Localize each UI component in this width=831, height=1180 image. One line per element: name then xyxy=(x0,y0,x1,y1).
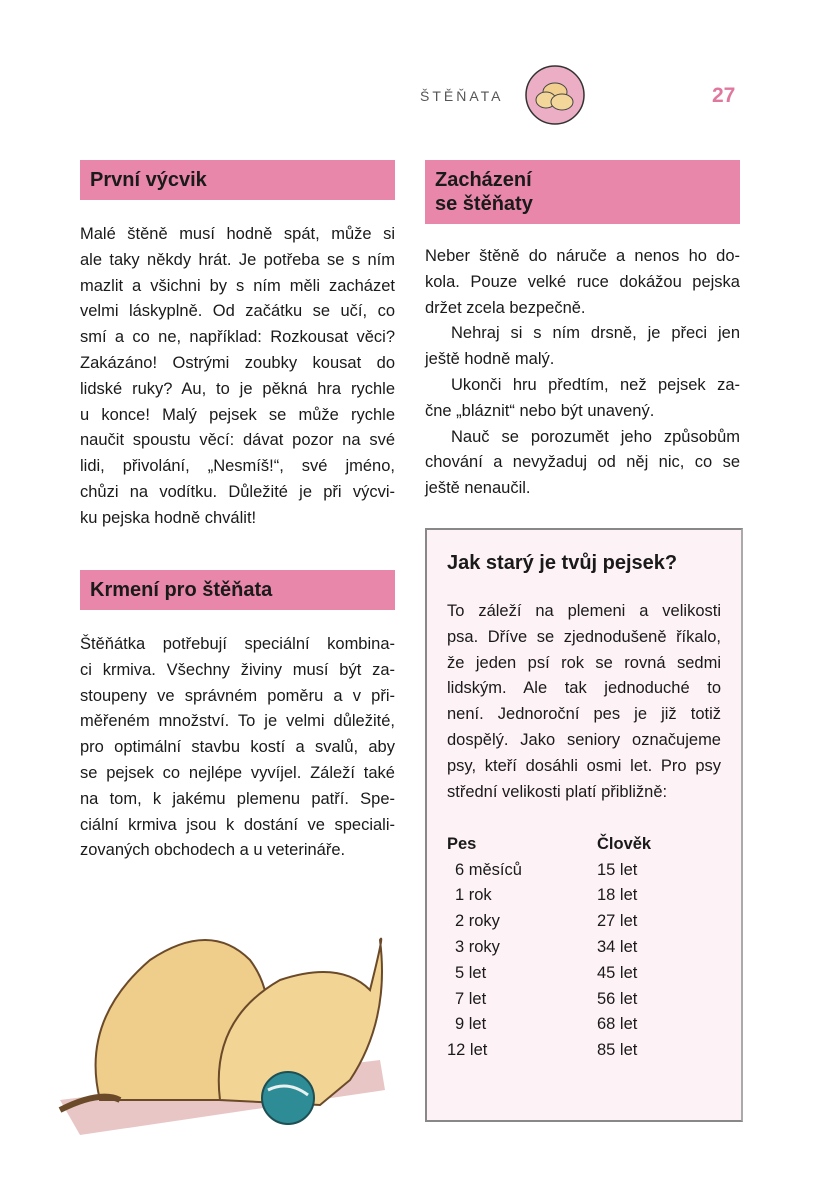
table-cell: 27 let xyxy=(597,912,638,931)
col-header: Pes xyxy=(447,834,477,853)
text-line: Nauč se porozumět jeho způsobům xyxy=(451,427,740,446)
table-row xyxy=(447,986,651,1012)
table-cell: 5 let xyxy=(455,963,487,982)
text-line: pro optimální stavbu kostí a svalů, aby xyxy=(80,738,395,757)
text-line: držet zcela bezpečně. xyxy=(425,298,586,317)
text-line: lidi, přivolání, „Nesmíš!“, své jméno, xyxy=(80,457,395,476)
table-cell: 45 let xyxy=(597,963,638,982)
text-line: Ukonči hru předtím, než pejsek za- xyxy=(451,375,740,394)
text-line: se pejsek co nejlépe vyvíjel. Záleží také xyxy=(80,763,395,782)
table-cell: 15 let xyxy=(597,860,638,879)
info-box xyxy=(425,528,743,1122)
text-line: mazlit a všichni by s ním měli zacházet xyxy=(80,276,395,295)
left-column-2 xyxy=(80,570,395,864)
table-row xyxy=(447,883,651,909)
text-line: To záleží na plemeni a velikosti xyxy=(447,602,721,620)
table-cell: 6 měsíců xyxy=(455,860,522,879)
section-heading: Krmení pro štěňata xyxy=(80,570,395,610)
table-cell: 18 let xyxy=(597,886,638,905)
text-line: není. Jednoroční pes je již totiž xyxy=(447,705,721,724)
table-cell: 12 let xyxy=(447,1041,488,1060)
text-line: Zakázáno! Ostrými zoubky kousat do xyxy=(80,353,395,372)
text-line: lidské ruky? Au, to je pěkná hra rychle xyxy=(80,379,395,398)
table-row xyxy=(447,1012,651,1038)
text-line: Neber štěně do náruče a nenos ho do- xyxy=(425,247,740,265)
table-cell: 3 roky xyxy=(455,937,500,956)
table-cell: 56 let xyxy=(597,989,638,1008)
table-cell: 9 let xyxy=(455,1015,487,1034)
text-line: Malé štěně musí hodně spát, může si xyxy=(80,225,395,243)
text-line: zovaných obchodech a u veterináře. xyxy=(80,841,346,860)
section-heading xyxy=(425,160,740,224)
table-cell: 68 let xyxy=(597,1015,638,1034)
text-line: kola. Pouze velké ruce dokážou pejska xyxy=(425,272,740,291)
text-line: na tom, k jakému plemenu patří. Spe- xyxy=(80,789,395,808)
table-row xyxy=(447,1038,651,1064)
text-line: ještě nenaučil. xyxy=(425,479,531,498)
running-header-title: ŠTĚŇATA xyxy=(420,88,504,104)
text-line: psy, kteří dosáhli osmi let. Pro psy xyxy=(447,756,721,775)
table-cell: 1 rok xyxy=(455,886,492,905)
text-line: smí a co ne, například: Rozkousat věci? xyxy=(80,328,395,347)
text-line: ku pejska hodně chválit! xyxy=(80,508,257,527)
table-row xyxy=(447,960,651,986)
text-line: psa. Dříve se zjednodušeně říkalo, xyxy=(447,627,721,646)
text-line: chování a nevyžaduj od něj nic, co se xyxy=(425,453,740,472)
table-cell: 85 let xyxy=(597,1041,638,1060)
section-body xyxy=(80,632,395,864)
right-column xyxy=(425,160,740,502)
table-row xyxy=(447,857,651,883)
text-line: ciální krmiva jsou k dostání ve speciali- xyxy=(80,815,395,834)
text-line: ale taky někdy hrát. Je potřeba se s ním xyxy=(80,250,395,269)
table-cell: 34 let xyxy=(597,937,638,956)
text-line: Nehraj si s ním drsně, je přeci jen xyxy=(451,324,740,343)
section-body xyxy=(80,222,395,532)
info-box-body xyxy=(447,599,721,805)
text-line: střední velikosti platí přibližně: xyxy=(447,782,668,801)
text-line: ještě hodně malý. xyxy=(425,350,555,369)
text-line: čne „bláznit“ nebo být unavený. xyxy=(425,401,655,420)
text-line: dospělý. Jako seniory označujeme xyxy=(447,730,721,749)
table-row xyxy=(447,935,651,961)
text-line: stoupeny ve správném poměru a v při- xyxy=(80,686,395,705)
text-line: že jeden psí rok se rovná sedmi xyxy=(447,653,721,672)
table-cell: 7 let xyxy=(455,989,487,1008)
text-line: naučit spoustu věcí: dávat pozor na své xyxy=(80,431,395,450)
age-table xyxy=(447,831,651,1063)
table-row xyxy=(447,909,651,935)
page-number: 27 xyxy=(712,84,736,107)
heading-line: Zacházení xyxy=(435,169,532,191)
puppies-badge-icon xyxy=(524,64,586,126)
left-column xyxy=(80,160,395,532)
info-box-title: Jak starý je tvůj pejsek? xyxy=(447,552,678,574)
heading-line: se štěňaty xyxy=(435,193,533,215)
text-line: chůzi na vodítku. Důležité je při výcvi- xyxy=(80,482,395,501)
text-line: měřeném množství. To je velmi důležité, xyxy=(80,712,395,731)
col-header: Člověk xyxy=(597,834,652,853)
section-body xyxy=(425,244,740,502)
text-line: velmi láskyplně. Od začátku se učí, co xyxy=(80,302,395,321)
text-line: Štěňátka potřebují speciální kombina- xyxy=(80,635,395,653)
text-line: lidským. Ale tak jednoduché to xyxy=(447,679,721,698)
puppies-illustration xyxy=(40,900,400,1140)
text-line: u konce! Malý pejsek se může rychle xyxy=(80,405,395,424)
table-cell: 2 roky xyxy=(455,912,500,931)
text-line: ci krmiva. Všechny živiny musí být za- xyxy=(80,660,395,679)
section-heading: První výcvik xyxy=(80,160,395,200)
